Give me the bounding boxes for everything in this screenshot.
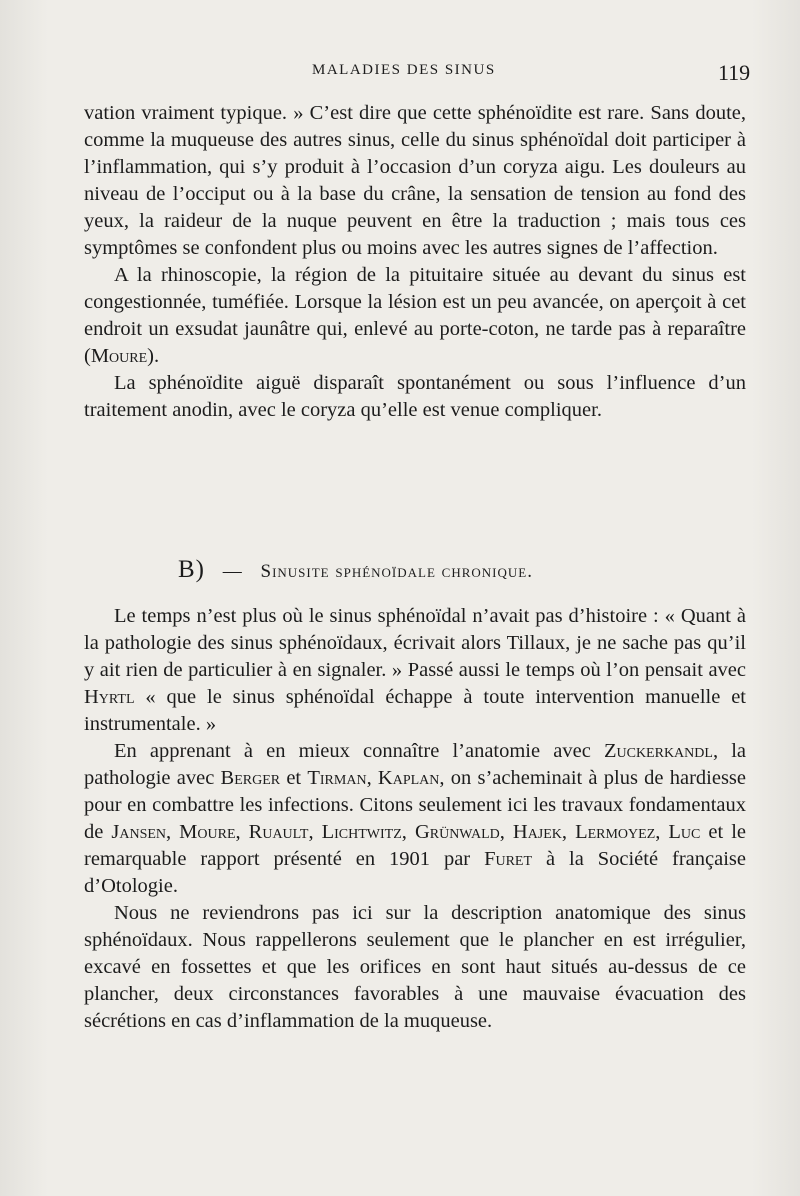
paragraph-4-text-b: « que le sinus sphénoïdal échappe à toute intervention manuelle et instrumentale. »	[84, 686, 746, 735]
text-block-chronic	[84, 603, 746, 1035]
running-title: MALADIES DES SINUS	[312, 62, 496, 78]
section-heading	[178, 556, 533, 584]
author-name-zuckerkandl: Zuckerkandl	[603, 740, 713, 762]
author-name-moure-2: Moure	[179, 821, 236, 843]
author-name-grunwald: Grünwald	[414, 821, 500, 843]
author-name-luc: Luc	[668, 821, 701, 843]
section-letter: B)	[178, 556, 205, 583]
p5-text-m: et le remarquable rapport présenté en 1901 par	[84, 821, 746, 870]
page-number: 119	[718, 60, 751, 85]
paragraph-2-text-a: A la rhinoscopie, la région de la pituitaire située au devant du sinus est congestionnée, tuméfiée. Lorsque la lésion est un peu avancée, on aperçoit à cet endroit un exsudat jaunâtre qui, enlevé au porte-coton, ne tarde pas à reparaître (	[84, 264, 746, 367]
author-name-hyrtl: Hyrtl	[84, 686, 135, 708]
author-name-lichtwitz: Lichtwitz	[321, 821, 402, 843]
p5-text-k: ,	[561, 821, 576, 843]
p5-text-e: , on s’acheminait à plus de hardiesse pour en combattre les infections. Citons seulement ici les travaux fondamentaux de	[84, 767, 746, 843]
author-name-lermoyez: Lermoyez	[575, 821, 656, 843]
p5-text-b: , la pathologie avec	[84, 740, 747, 789]
p5-text-c: et	[280, 767, 308, 789]
paragraph-1: vation vraiment typique. » C’est dire que cette sphénoïdite est rare. Sans doute, comme la muqueuse des autres sinus, celle du sinus sphénoïdal doit participer à l’inflammation, qui s’y produit à l’occasion d’un coryza aigu. Les douleurs au niveau de l’occiput ou à la base du crâne, la sensation de tension au fond des yeux, la raideur de la nuque peuvent en être la traduction ; mais tous ces symptômes se confondent plus ou moins avec les autres signes de l’affection.	[84, 102, 746, 259]
p5-text-h: ,	[308, 821, 322, 843]
paragraph-3: La sphénoïdite aiguë disparaît spontanément ou sous l’influence d’un traitement anodin, avec le coryza qu’elle est venue compliquer.	[84, 372, 746, 421]
author-name-moure: Moure	[90, 345, 148, 367]
author-name-berger: Berger	[220, 767, 281, 789]
paragraph-6: Nous ne reviendrons pas ici sur la description anatomique des sinus sphénoïdaux. Nous rappellerons seulement que le plancher en est irrégulier, excavé en fossettes et que les orifices en sont haut situés au-dessus de ce plancher, deux circonstances favorables à une mauvaise évacuation des sécrétions en cas d’inflammation de la muqueuse.	[84, 902, 746, 1032]
p5-text-i: ,	[401, 821, 415, 843]
p5-text-g: ,	[235, 821, 249, 843]
paragraph-2	[84, 262, 746, 370]
paragraph-4-text-a: Le temps n’est plus où le sinus sphénoïdal n’avait pas d’histoire : « Quant à la pathologie des sinus sphénoïdaux, écrivait alors Tillaux, je ne sache pas qu’il y ait rien de particulier à en signaler. » Passé aussi le temps où l’on pensait avec	[84, 605, 746, 681]
author-name-hajek: Hajek	[512, 821, 562, 843]
p5-text-f: ,	[166, 821, 180, 843]
text-block-acute	[84, 100, 746, 424]
p5-text-a: En apprenant à en mieux connaître l’anatomie avec	[114, 740, 604, 762]
author-name-kaplan: Kaplan	[377, 767, 440, 789]
author-name-ruault: Ruault	[248, 821, 309, 843]
author-name-tirman: Tirman	[307, 767, 367, 789]
author-name-jansen: Jansen	[111, 821, 167, 843]
p5-text-l: ,	[655, 821, 669, 843]
p5-text-j: ,	[499, 821, 513, 843]
author-name-furet: Furet	[484, 848, 533, 870]
paragraph-2-text-b: ).	[147, 345, 160, 367]
paragraph-4	[84, 603, 746, 738]
p5-text-d: ,	[366, 767, 378, 789]
section-dash: —	[222, 561, 243, 582]
paragraph-5	[84, 738, 746, 900]
section-title: Sinusite sphénoïdale chronique.	[260, 561, 533, 582]
p5-text-n: à la Société française d’Otologie.	[84, 848, 746, 897]
